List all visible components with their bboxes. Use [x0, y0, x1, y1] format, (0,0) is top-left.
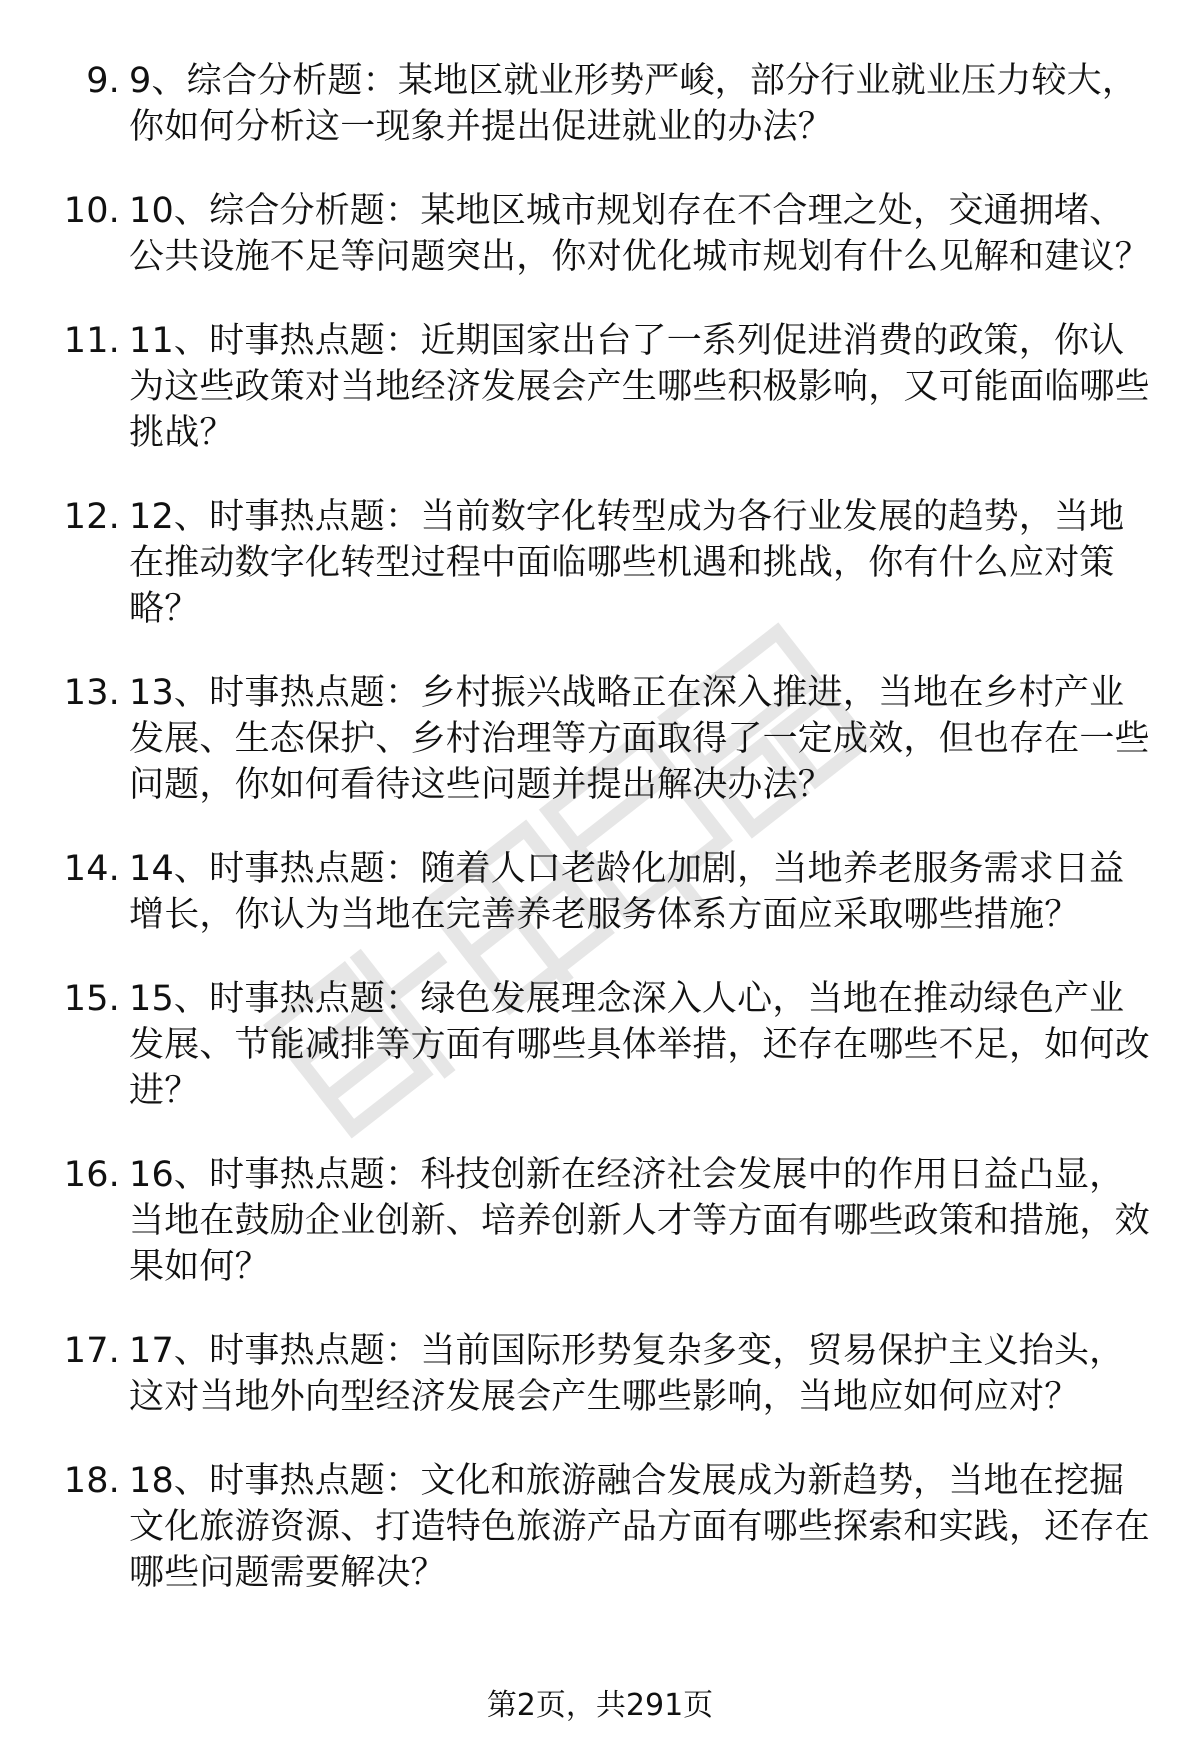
item-number: 9.: [86, 61, 120, 101]
list-item: [50, 494, 1150, 632]
item-number: 10.: [63, 191, 120, 231]
item-number: 17.: [63, 1331, 120, 1371]
question-text: 14、时事热点题：随着人口老龄化加剧，当地养老服务需求日益增长，你认为当地在完善养老服务体系方面应采取哪些措施？: [129, 849, 1125, 935]
item-number: 12.: [63, 497, 120, 537]
question-text: 16、时事热点题：科技创新在经济社会发展中的作用日益凸显，当地在鼓励企业创新、培养创新人才等方面有哪些政策和措施，效果如何？: [129, 1155, 1150, 1287]
list-item: [50, 318, 1150, 456]
question-text: 11、时事热点题：近期国家出台了一系列促进消费的政策，你认为这些政策对当地经济发展会产生哪些积极影响，又可能面临哪些挑战？: [129, 321, 1150, 453]
question-text: 17、时事热点题：当前国际形势复杂多变，贸易保护主义抬头，这对当地外向型经济发展会产生哪些影响，当地应如何应对？: [129, 1331, 1125, 1417]
list-item: [50, 1152, 1150, 1290]
list-item: [50, 846, 1150, 938]
question-text: 18、时事热点题：文化和旅游融合发展成为新趋势，当地在挖掘文化旅游资源、打造特色旅游产品方面有哪些探索和实践，还存在哪些问题需要解决？: [129, 1461, 1150, 1593]
item-number: 11.: [63, 321, 120, 361]
list-item: [50, 670, 1150, 808]
item-number: 14.: [63, 849, 120, 889]
list-item: [50, 188, 1150, 280]
question-text: 9、综合分析题：某地区就业形势严峻，部分行业就业压力较大，你如何分析这一现象并提出促进就业的办法？: [129, 61, 1138, 147]
item-number: 15.: [63, 979, 120, 1019]
question-list: [50, 58, 1150, 1634]
question-text: 12、时事热点题：当前数字化转型成为各行业发展的趋势，当地在推动数字化转型过程中面临哪些机遇和挑战，你有什么应对策略？: [129, 497, 1125, 629]
item-number: 16.: [63, 1155, 120, 1195]
page-footer: 第2页，共291页: [486, 1688, 714, 1723]
item-number: 13.: [63, 673, 120, 713]
list-item: [50, 58, 1150, 150]
question-text: 13、时事热点题：乡村振兴战略正在深入推进，当地在乡村产业发展、生态保护、乡村治理等方面取得了一定成效，但也存在一些问题，你如何看待这些问题并提出解决办法？: [129, 673, 1150, 805]
question-text: 15、时事热点题：绿色发展理念深入人心，当地在推动绿色产业发展、节能减排等方面有哪些具体举措，还存在哪些不足，如何改进？: [129, 979, 1150, 1111]
list-item: [50, 1328, 1150, 1420]
list-item: [50, 1458, 1150, 1596]
item-number: 18.: [63, 1461, 120, 1501]
list-item: [50, 976, 1150, 1114]
question-text: 10、综合分析题：某地区城市规划存在不合理之处，交通拥堵、公共设施不足等问题突出，你对优化城市规划有什么见解和建议？: [129, 191, 1150, 277]
